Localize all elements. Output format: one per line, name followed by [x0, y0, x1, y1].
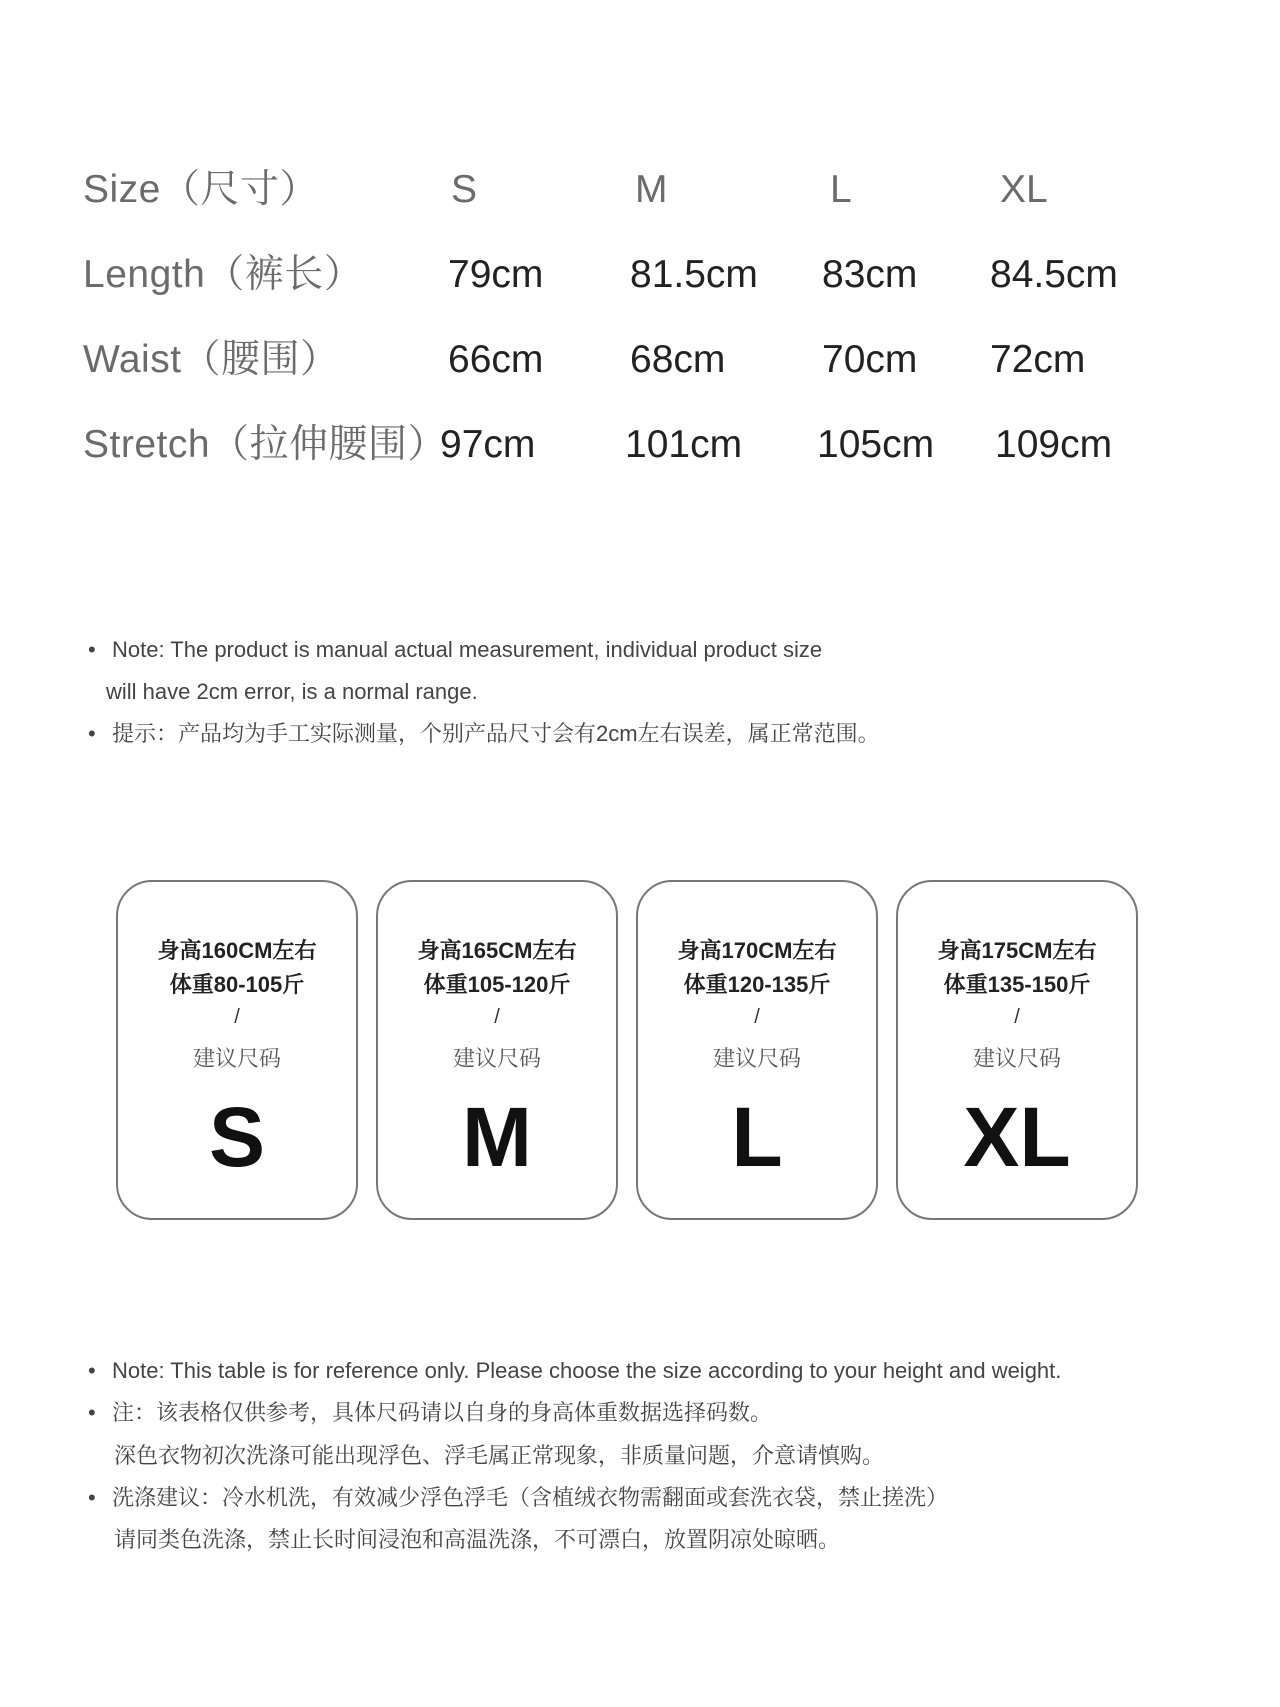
length-s: 79cm: [448, 253, 544, 296]
table-row-length: [0, 245, 1280, 305]
card-size: L: [731, 1090, 783, 1184]
header-size-s: S: [451, 168, 478, 211]
card-height: 身高165CM左右: [417, 938, 577, 963]
card-divider: /: [1014, 1006, 1020, 1028]
reference-note-en: [88, 1354, 1061, 1388]
note-en: [88, 633, 822, 667]
card-size: M: [462, 1090, 532, 1184]
bullet-icon: •: [88, 637, 96, 662]
reference-note-en-text: Note: This table is for reference only. Please choose the size according to your height and weight.: [112, 1358, 1062, 1383]
note-cn: [88, 717, 880, 751]
header-size-l: L: [830, 168, 852, 211]
card-weight: 体重80-105斤: [169, 972, 305, 997]
bullet-icon: •: [88, 1400, 96, 1425]
card-divider: /: [494, 1006, 500, 1028]
card-height: 身高175CM左右: [937, 938, 1097, 963]
card-height: 身高160CM左右: [157, 938, 317, 963]
stretch-s: 97cm: [440, 423, 536, 466]
table-row-stretch: [0, 415, 1280, 475]
waist-l: 70cm: [822, 338, 918, 381]
note-en-line2: will have 2cm error, is a normal range.: [106, 679, 478, 704]
length-label: Length（裤长）: [83, 253, 364, 296]
card-height: 身高170CM左右: [677, 938, 837, 963]
size-table: [0, 0, 1280, 500]
card-weight: 体重135-150斤: [943, 972, 1091, 997]
reference-note-cn-text: 注：该表格仅供参考，具体尺码请以自身的身高体重数据选择码数。: [112, 1400, 773, 1425]
bullet-icon: •: [88, 721, 96, 746]
header-size-xl: XL: [1000, 168, 1048, 211]
size-card-s: [116, 880, 358, 1220]
header-size-m: M: [635, 168, 668, 211]
card-divider: /: [234, 1006, 240, 1028]
size-card-m: [376, 880, 618, 1220]
waist-s: 66cm: [448, 338, 544, 381]
size-card-l: [636, 880, 878, 1220]
length-xl: 84.5cm: [990, 253, 1118, 296]
stretch-m: 101cm: [625, 423, 743, 466]
wash-advice-text: 洗涤建议：冷水机洗，有效减少浮色浮毛（含植绒衣物需翻面或套洗衣袋，禁止搓洗）: [112, 1485, 949, 1510]
size-recommendation-cards: [0, 880, 1280, 1225]
waist-label: Waist（腰围）: [83, 338, 340, 381]
card-size: S: [208, 1090, 266, 1184]
table-row-waist: [0, 330, 1280, 390]
bullet-icon: •: [88, 1485, 96, 1510]
card-suggest-label: 建议尺码: [972, 1046, 1061, 1071]
reference-note-cn: [88, 1396, 772, 1430]
bullet-icon: •: [88, 1358, 96, 1383]
length-l: 83cm: [822, 253, 918, 296]
stretch-l: 105cm: [817, 423, 935, 466]
card-weight: 体重105-120斤: [423, 972, 571, 997]
note-en-line1: Note: The product is manual actual measurement, individual product size: [112, 637, 823, 662]
note-cn-text: 提示：产品均为手工实际测量，个别产品尺寸会有2cm左右误差，属正常范围。: [112, 721, 880, 746]
stretch-xl: 109cm: [995, 423, 1113, 466]
card-divider: /: [754, 1006, 760, 1028]
wash-advice-cont: 请同类色洗涤，禁止长时间浸泡和高温洗涤，不可漂白，放置阴凉处晾晒。: [114, 1527, 841, 1552]
card-suggest-label: 建议尺码: [192, 1046, 281, 1071]
stretch-label: Stretch（拉伸腰围）: [83, 423, 448, 466]
table-header-row: [0, 160, 1280, 220]
card-suggest-label: 建议尺码: [452, 1046, 541, 1071]
wash-advice: [88, 1481, 948, 1515]
size-card-xl: [896, 880, 1138, 1220]
card-suggest-label: 建议尺码: [712, 1046, 801, 1071]
length-m: 81.5cm: [630, 253, 758, 296]
reference-note-cn-cont: 深色衣物初次洗涤可能出现浮色、浮毛属正常现象，非质量问题，介意请慎购。: [114, 1443, 885, 1468]
card-weight: 体重120-135斤: [683, 972, 831, 997]
card-size: XL: [963, 1090, 1071, 1184]
size-header-label: Size（尺寸）: [83, 168, 319, 211]
waist-xl: 72cm: [990, 338, 1086, 381]
waist-m: 68cm: [630, 338, 726, 381]
